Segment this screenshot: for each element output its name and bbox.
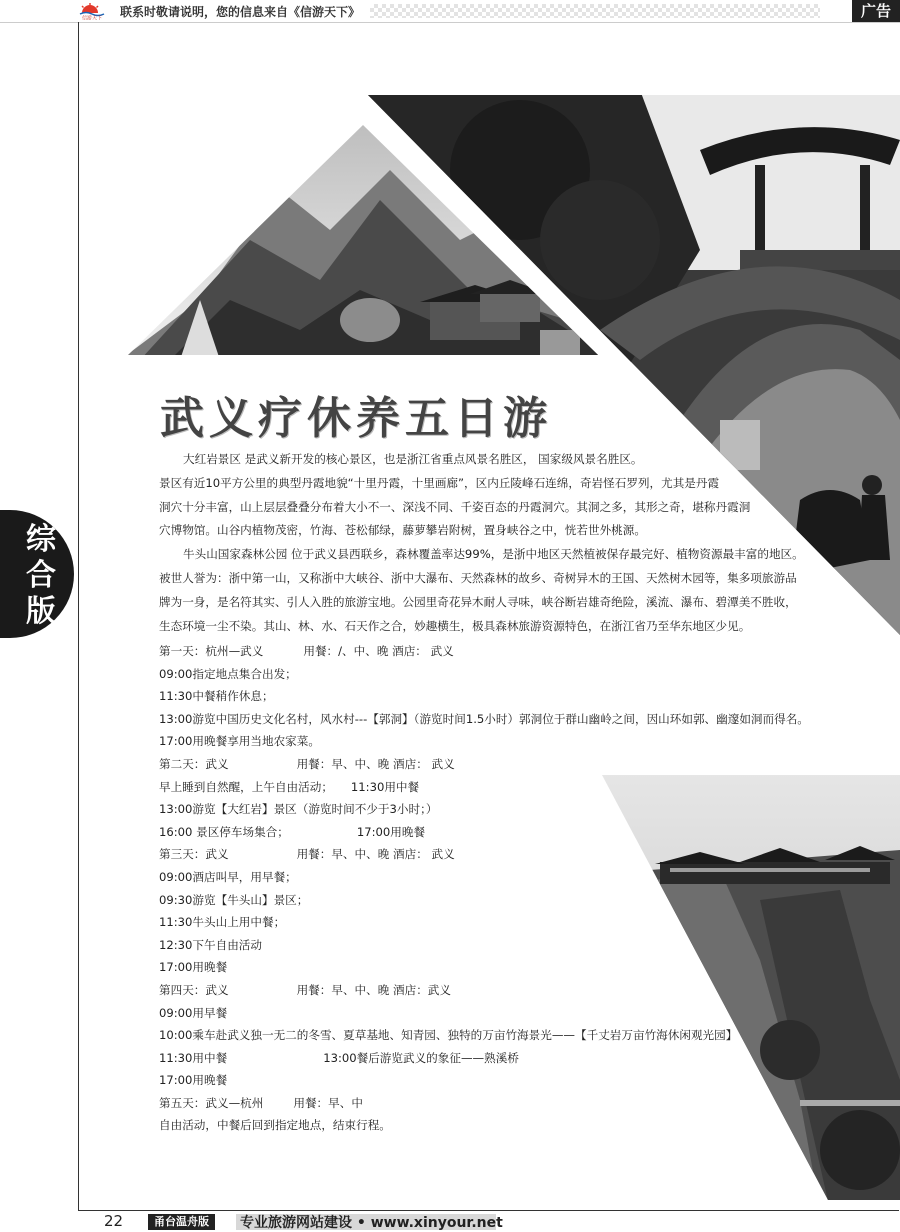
itinerary-line: 12:30下午自由活动 [159, 937, 262, 952]
itinerary-line: 09:00用早餐 [159, 1005, 228, 1020]
article-title: 武义疗休养五日游 [160, 393, 552, 444]
intro-line: 牛头山国家森林公园 位于武义县西联乡，森林覆盖率达99%，是浙中地区天然植被保存最完好、植物资源最丰富的地区。 [183, 547, 804, 562]
itinerary-line: 17:00用晚餐 [159, 1073, 228, 1088]
side-tab-char: 综 [26, 522, 56, 557]
itinerary-line: 第一天：杭州—武义 用餐：/、中、晚 酒店： 武义 [159, 644, 454, 658]
itinerary-line: 17:00用晚餐享用当地农家菜。 [159, 734, 320, 749]
intro-line: 景区有近10平方公里的典型丹霞地貌“十里丹霞，十里画廊”，区内丘陵峰石连绵，奇岩怪石罗列，尤其是丹霞 [159, 475, 720, 490]
itinerary-line: 17:00用晚餐 [159, 960, 228, 975]
itinerary-line: 11:30中餐稍作休息； [159, 689, 274, 704]
header-note: 联系时敬请说明，您的信息来自《信游天下》 [120, 5, 361, 19]
ad-label: 广告 [852, 0, 900, 22]
itinerary-line: 第三天：武义 用餐：早、中、晚 酒店： 武义 [159, 847, 455, 862]
intro-line: 大红岩景区 是武义新开发的核心景区，也是浙江省重点风景名胜区， 国家级风景名胜区。 [183, 452, 643, 466]
itinerary-line: 16:00 景区停车场集合； 17:00用晚餐 [159, 824, 426, 839]
page-number: 22 [104, 1212, 124, 1230]
intro-text [159, 448, 804, 638]
footer [0, 1212, 900, 1230]
itinerary-line: 第二天：武义 用餐：早、中、晚 酒店： 武义 [159, 756, 455, 771]
intro-line: 牌为一身，是名符其实、引人入胜的旅游宝地。公园里奇花异木耐人寻味，峡谷断岩雄奇绝险，溪流、瀑布、碧潭美不胜收， [159, 594, 797, 609]
itinerary-line: 09:30游览【牛头山】景区； [159, 892, 309, 907]
itinerary-line: 早上睡到自然醒，上午自由活动； 11:30用中餐 [159, 779, 420, 794]
itinerary-line: 第四天：武义 用餐：早、中、晚 酒店：武义 [159, 982, 451, 997]
itinerary-line: 13:00游览中国历史文化名村，风水村---【郭洞】（游览时间1.5小时）郭洞位于群山幽岭之间，因山环如郭、幽邃如洞而得名。 [159, 711, 809, 726]
svg-text:信游天下: 信游天下 [82, 15, 103, 20]
side-tab-char: 合 [26, 558, 56, 593]
intro-line: 洞穴十分丰富，山上层层叠叠分布着大小不一、深浅不同、千姿百态的丹霞洞穴。其洞之多，其形之奇，堪称丹霞洞 [159, 499, 751, 514]
edition-label: 甬台温舟版 [148, 1214, 215, 1230]
itinerary-line: 09:00酒店叫早，用早餐； [159, 869, 297, 884]
itinerary-line: 第五天：武义—杭州 用餐：早、中 [159, 1095, 363, 1110]
intro-line: 生态环境一尘不染。其山、林、水、石天作之合，妙趣横生，极具森林旅游资源特色，在浙江省乃至华东地区少见。 [159, 618, 751, 633]
itinerary-line: 10:00乘车赴武义独一无二的冬雪、夏草基地、知青园、独特的万亩竹海景光——【千丈岩万亩竹海休闲观光园】 [159, 1028, 738, 1043]
itinerary-line: 13:00游览【大红岩】景区（游览时间不少于3小时；） [159, 802, 438, 817]
side-tab-char: 版 [26, 594, 56, 629]
itinerary-line: 11:30用中餐 13:00餐后游览武义的象征——熟溪桥 [159, 1050, 519, 1065]
itinerary [159, 640, 809, 1137]
itinerary-line: 09:00指定地点集合出发； [159, 666, 297, 681]
section-side-tab [0, 510, 74, 638]
footer-slogan: 专业旅游网站建设 • www.xinyour.net [240, 1215, 503, 1231]
intro-line: 被世人誉为：浙中第一山，又称浙中大峡谷、浙中大瀑布、天然森林的故乡、奇树异木的王国、天然树木园等，集多项旅游品 [159, 570, 797, 585]
itinerary-line: 自由活动，中餐后回到指定地点，结束行程。 [159, 1118, 391, 1133]
itinerary-line: 11:30牛头山上用中餐； [159, 915, 286, 930]
intro-line: 穴博物馆。山谷内植物茂密，竹海、苍松郁绿，藤萝攀岩附树，置身峡谷之中，恍若世外桃源。 [159, 523, 646, 538]
